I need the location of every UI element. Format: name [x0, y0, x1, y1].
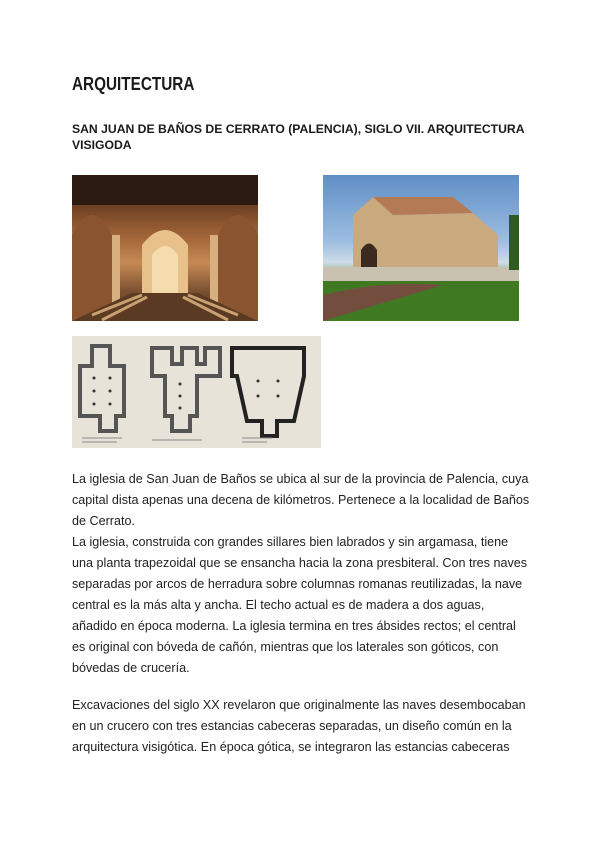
church-exterior-image — [323, 175, 519, 321]
paragraph: La iglesia, construida con grandes sillares bien labrados y sin argamasa, tiene una planta trapezoidal que se ensancha hacia la zona presbiteral. Con tres naves separadas por arcos de herradura sobre columnas romanas reutilizadas, la nave central es la más alta y ancha. El techo actual es de madera a dos aguas, añadido en época moderna. La iglesia termina en tres ábsides rectos; el central es original con bóveda de cañón, mientras que los laterales son góticos, con bóvedas de crucería. — [72, 535, 528, 675]
page-title: ARQUITECTURA — [72, 74, 195, 94]
paragraph: Excavaciones del siglo XX revelaron que originalmente las naves desembocaban en un crucero con tres estancias cabeceras separadas, un diseño común en la arquitectura visigótica. En época gótica, se integraron las estancias cabeceras — [72, 698, 526, 754]
paragraph: La iglesia de San Juan de Baños se ubica al sur de la provincia de Palencia, cuya capital dista apenas una decena de kilómetros. Pertenece a la localidad de Baños de Cerrato. — [72, 472, 530, 528]
floor-plans-image — [72, 336, 321, 448]
body-text — [72, 469, 532, 774]
section-subtitle: SAN JUAN DE BAÑOS DE CERRATO (PALENCIA), SIGLO VII. ARQUITECTURA VISIGODA — [72, 122, 525, 152]
church-interior-image — [72, 175, 258, 321]
